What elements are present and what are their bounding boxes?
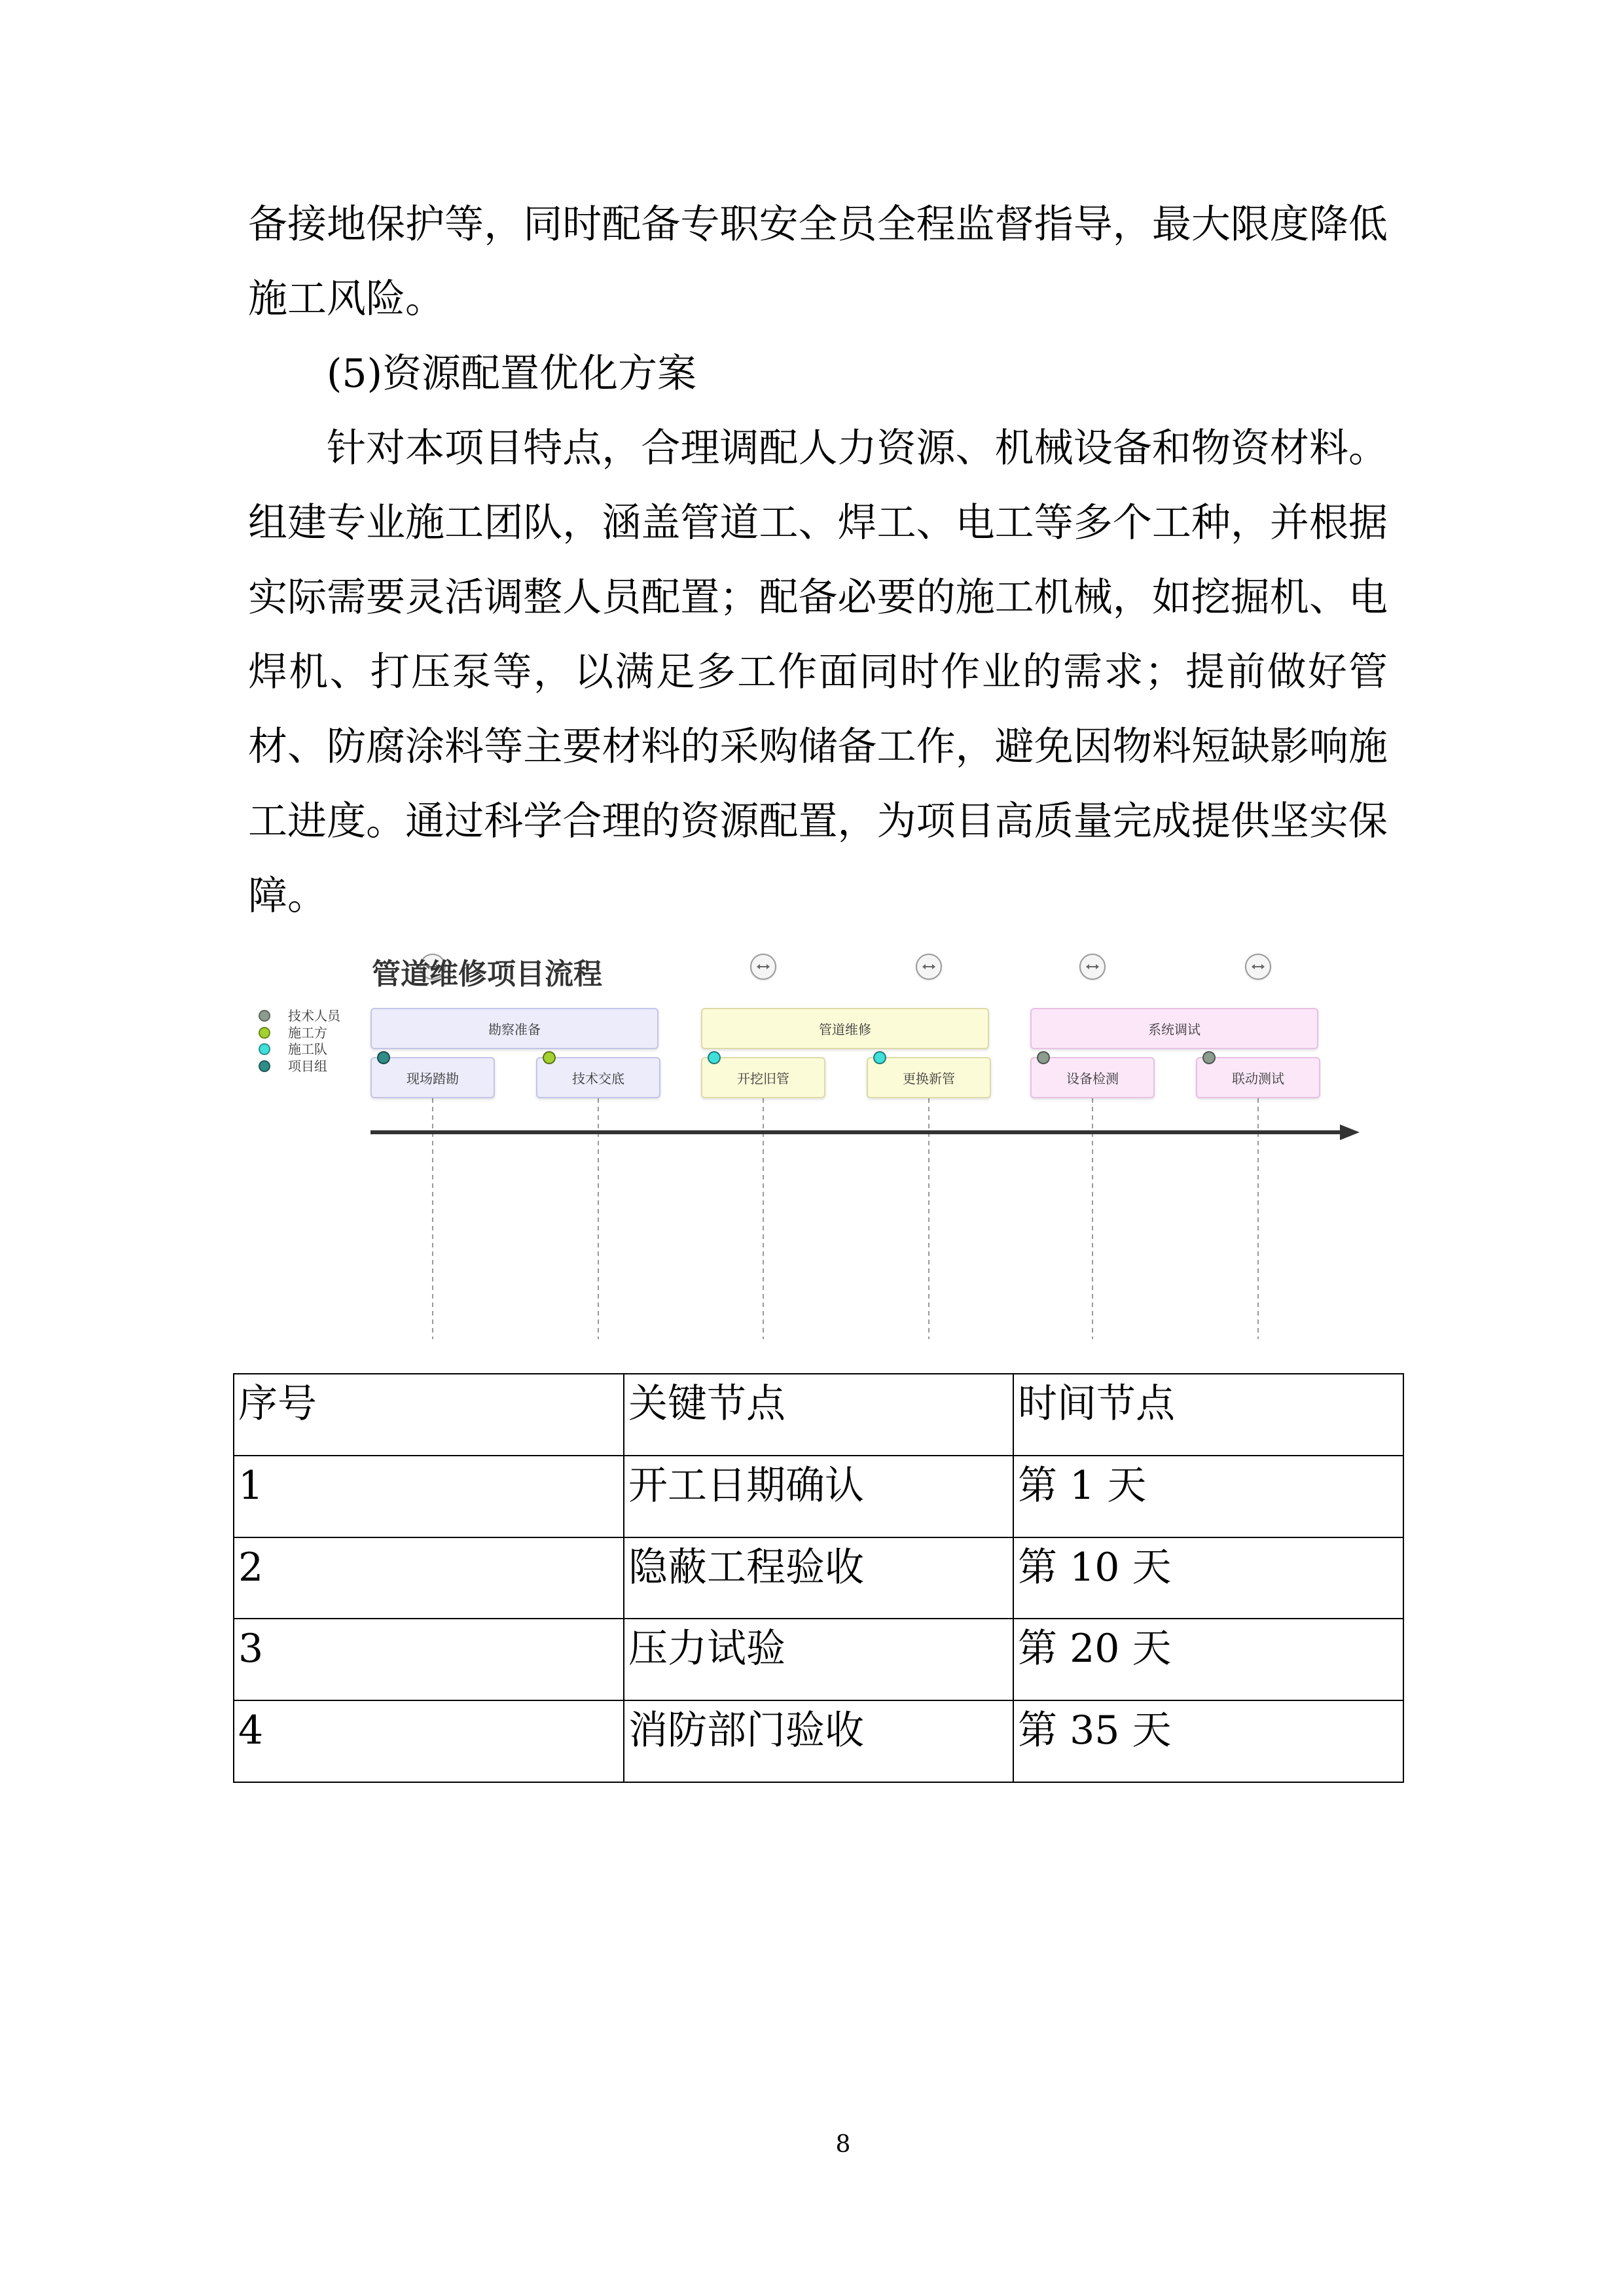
task-box[interactable] <box>867 1057 991 1098</box>
body-text-line: 材、防腐涂料等主要材料的采购储备工作，避免因物料短缺影响施 <box>248 724 1388 770</box>
phase-label: 勘察准备 <box>488 1022 541 1037</box>
project-flow-diagram <box>248 944 1374 1350</box>
timeline-arrowhead <box>1340 1124 1360 1140</box>
table-cell: 压力试验 <box>624 1619 1013 1700</box>
role-dot <box>543 1051 556 1064</box>
expand-arrows-icon[interactable] <box>1245 954 1271 980</box>
legend-dot <box>259 1010 270 1022</box>
role-dot <box>873 1051 886 1064</box>
role-dot <box>1037 1051 1050 1064</box>
body-text-line: 施工风险。 <box>248 276 444 322</box>
body-text-line: 工进度。通过科学合理的资源配置，为项目高质量完成提供坚实保 <box>248 798 1388 844</box>
legend-dot <box>259 1043 270 1055</box>
task-box[interactable] <box>370 1057 495 1098</box>
legend-item <box>259 1024 327 1041</box>
table-cell: 4 <box>234 1700 624 1782</box>
table-cell: 1 <box>234 1456 624 1537</box>
body-text-line: 组建专业施工团队，涵盖管道工、焊工、电工等多个工种，并根据 <box>248 500 1388 546</box>
role-dot <box>1202 1051 1216 1064</box>
task-label: 联动测试 <box>1232 1071 1284 1086</box>
table-header-row <box>234 1374 1403 1456</box>
table-cell: 第 20 天 <box>1013 1619 1403 1700</box>
phase-box[interactable] <box>701 1008 989 1049</box>
legend-label: 项目组 <box>288 1058 327 1074</box>
legend-dot <box>259 1060 270 1072</box>
milestone-table <box>233 1373 1404 1783</box>
legend-label: 技术人员 <box>288 1008 340 1024</box>
table-cell: 3 <box>234 1619 624 1700</box>
table-header-cell: 关键节点 <box>624 1374 1013 1456</box>
body-text-line: 备接地保护等，同时配备专职安全员全程监督指导，最大限度降低 <box>248 202 1388 247</box>
task-label: 更换新管 <box>903 1071 955 1086</box>
legend-label: 施工方 <box>288 1025 327 1041</box>
table-row <box>234 1619 1403 1700</box>
task-label: 现场踏勘 <box>406 1071 459 1086</box>
task-label: 设备检测 <box>1066 1071 1119 1086</box>
role-dot <box>377 1051 390 1064</box>
table-cell: 隐蔽工程验收 <box>624 1537 1013 1619</box>
page-number: 8 <box>835 2131 851 2158</box>
section-heading: (5)资源配置优化方案 <box>327 351 696 397</box>
legend-item <box>259 1041 327 1058</box>
table-header-cell: 时间节点 <box>1013 1374 1403 1456</box>
table-cell: 第 10 天 <box>1013 1537 1403 1619</box>
table-cell: 开工日期确认 <box>624 1456 1013 1537</box>
legend-item <box>259 1058 327 1075</box>
table-cell: 第 1 天 <box>1013 1456 1403 1537</box>
phase-label: 系统调试 <box>1148 1022 1200 1037</box>
table-cell: 消防部门验收 <box>624 1700 1013 1782</box>
body-text <box>248 187 1388 933</box>
task-box[interactable] <box>701 1057 825 1098</box>
legend-label: 施工队 <box>288 1041 327 1057</box>
phase-box[interactable] <box>370 1008 659 1049</box>
expand-arrows-glyph <box>751 955 775 978</box>
legend-dot <box>259 1027 270 1039</box>
table-cell: 2 <box>234 1537 624 1619</box>
expand-arrows-glyph <box>917 955 941 978</box>
table-row <box>234 1700 1403 1782</box>
body-text-line: 焊机、打压泵等，以满足多工作面同时作业的需求；提前做好管 <box>248 649 1388 695</box>
phase-box[interactable] <box>1030 1008 1318 1049</box>
table-header-cell: 序号 <box>234 1374 624 1456</box>
table-row <box>234 1456 1403 1537</box>
legend-item <box>259 1007 340 1024</box>
phase-label: 管道维修 <box>819 1022 871 1037</box>
expand-arrows-icon[interactable] <box>916 954 942 980</box>
role-dot <box>708 1051 721 1064</box>
task-label: 技术交底 <box>572 1071 624 1086</box>
table-row <box>234 1537 1403 1619</box>
diagram-title: 管道维修项目流程 <box>372 958 602 991</box>
body-text-line: 针对本项目特点，合理调配人力资源、机械设备和物资材料。 <box>327 425 1388 471</box>
table-cell: 第 35 天 <box>1013 1700 1403 1782</box>
task-label: 开挖旧管 <box>737 1071 789 1086</box>
expand-arrows-glyph <box>1081 955 1104 978</box>
task-box[interactable] <box>1196 1057 1320 1098</box>
body-text-line: 实际需要灵活调整人员配置；配备必要的施工机械，如挖掘机、电 <box>248 575 1388 620</box>
expand-arrows-glyph <box>1246 955 1270 978</box>
expand-arrows-icon[interactable] <box>1079 954 1106 980</box>
expand-arrows-icon[interactable] <box>750 954 776 980</box>
body-text-line: 障。 <box>248 873 327 919</box>
task-box[interactable] <box>536 1057 660 1098</box>
timeline-guides <box>248 944 1374 1350</box>
task-box[interactable] <box>1030 1057 1155 1098</box>
